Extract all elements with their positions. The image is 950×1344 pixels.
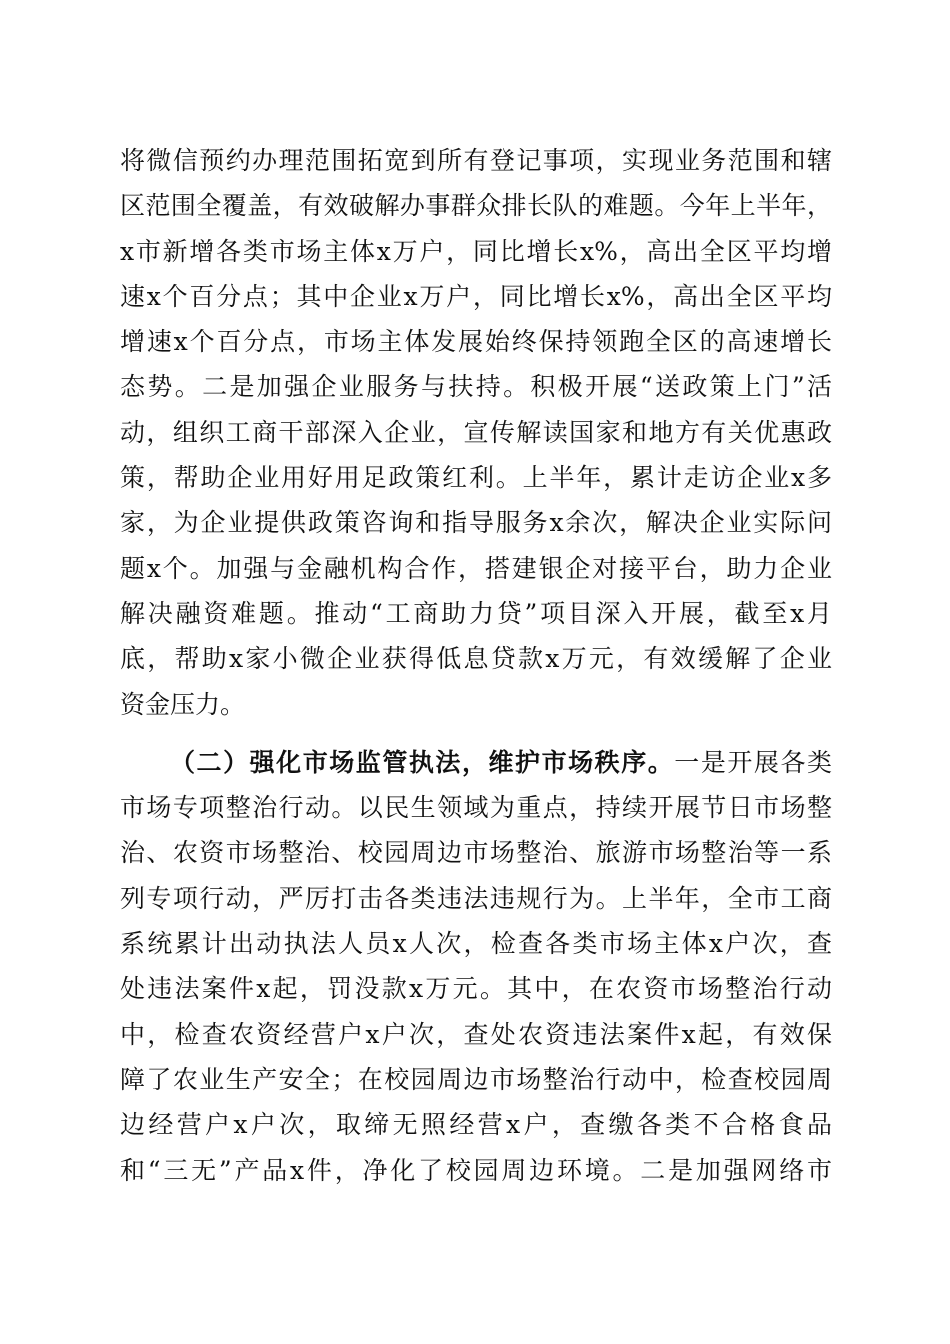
text-line: 将微信预约办理范围拓宽到所有登记事项，实现业务范围和辖	[120, 146, 832, 175]
text-line: x市新增各类市场主体x万户，同比增长x%，高出全区平均增	[120, 236, 832, 266]
text-line: 系统累计出动执法人员x人次，检查各类市场主体x户次，查	[120, 929, 832, 959]
text-line: 增速x个百分点，市场主体发展始终保持领跑全区的高速增长	[120, 327, 832, 357]
text-line: 障了农业生产安全；在校园周边市场整治行动中，检查校园周	[120, 1064, 832, 1094]
text-line: 速x个百分点；其中企业x万户，同比增长x%，高出全区平均	[120, 281, 832, 311]
text-line: 治、农资市场整治、校园周边市场整治、旅游市场整治等一系	[120, 838, 832, 868]
section-heading: （二）强化市场监管执法，维护市场秩序。	[170, 747, 675, 777]
text-line: 动，组织工商干部深入企业，宣传解读国家和地方有关优惠政	[120, 417, 832, 447]
text-line: 题x个。加强与金融机构合作，搭建银企对接平台，助力企业	[120, 553, 832, 583]
heading-continuation: 一是开展各类	[674, 747, 832, 777]
text-line: 区范围全覆盖，有效破解办事群众排长队的难题。今年上半年，	[120, 191, 832, 221]
text-line-first	[120, 740, 832, 785]
text-line: 态势。二是加强企业服务与扶持。积极开展“送政策上门”活	[120, 372, 832, 402]
text-line: 和“三无”产品x件，净化了校园周边环境。二是加强网络市	[120, 1155, 832, 1185]
text-line: 处违法案件x起，罚没款x万元。其中，在农资市场整治行动	[120, 974, 832, 1004]
text-line: 策，帮助企业用好用足政策红利。上半年，累计走访企业x多	[120, 463, 832, 493]
text-line: 资金压力。	[120, 689, 246, 719]
paragraph-2	[120, 740, 832, 1193]
document-body	[120, 138, 832, 1193]
paragraph-1	[120, 138, 832, 727]
text-line: 底，帮助x家小微企业获得低息贷款x万元，有效缓解了企业	[120, 644, 832, 674]
text-line: 解决融资难题。推动“工商助力贷”项目深入开展，截至x月	[120, 598, 832, 628]
text-line: 列专项行动，严厉打击各类违法违规行为。上半年，全市工商	[120, 883, 832, 913]
text-line: 家，为企业提供政策咨询和指导服务x余次，解决企业实际问	[120, 508, 832, 538]
text-line: 边经营户x户次，取缔无照经营x户，查缴各类不合格食品	[120, 1110, 832, 1140]
text-line: 市场专项整治行动。以民生领域为重点，持续开展节日市场整	[120, 793, 832, 823]
paragraph-spacer	[120, 727, 832, 740]
text-line: 中，检查农资经营户x户次，查处农资违法案件x起，有效保	[120, 1019, 832, 1049]
